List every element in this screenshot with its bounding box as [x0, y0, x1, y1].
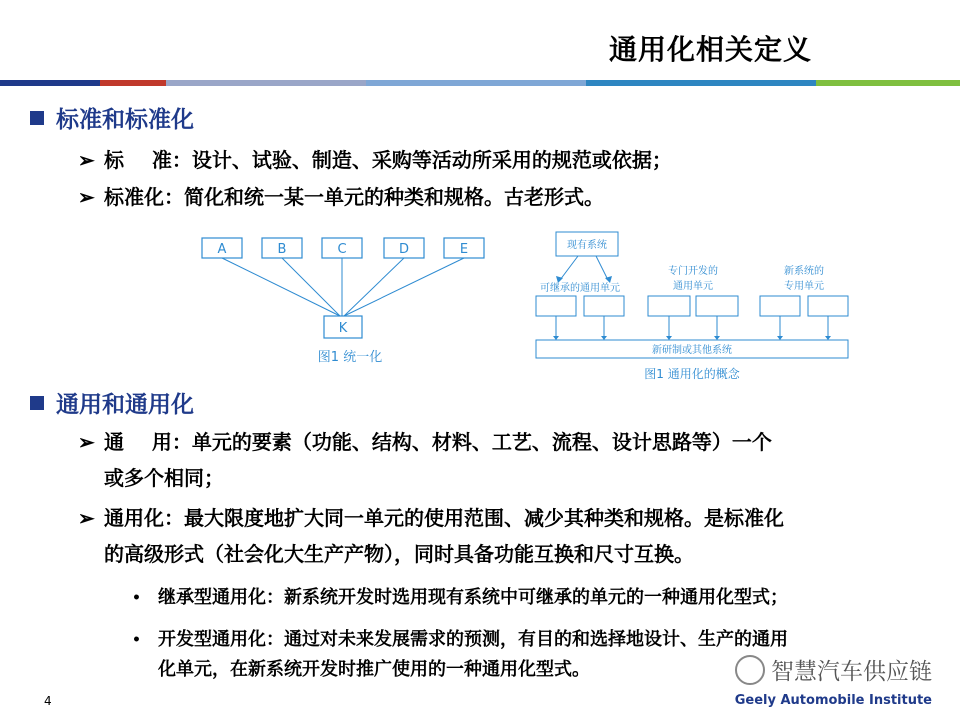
- bullet-general: [78, 424, 772, 460]
- inherit-unit-label: 可继承的通用单元: [540, 283, 620, 294]
- header-stripe-2: [100, 80, 166, 86]
- wechat-logo-icon: [735, 655, 765, 685]
- sub-bullet-inherit: [132, 582, 788, 614]
- arrow-icon: [553, 336, 559, 340]
- dev-unit-label-2: 通用单元: [673, 281, 713, 292]
- unit-label-b: B: [277, 242, 287, 257]
- figure-caption-generalization: 图1 通用化的概念: [644, 367, 740, 381]
- dot-bullet-icon: •: [132, 632, 141, 648]
- bullet-text: 标 准：设计、试验、制造、采购等活动所采用的规范或依据；: [104, 148, 672, 172]
- bullet-generalization: [78, 500, 784, 536]
- arrow-icon: [601, 336, 607, 340]
- new-unit-box-2: [808, 296, 848, 316]
- header-stripe-6: [816, 80, 960, 86]
- arrow-bullet-icon: ➢: [78, 506, 95, 530]
- section-heading-text: 通用和通用化: [56, 392, 194, 418]
- company-footer: Geely Automobile Institute: [734, 693, 932, 708]
- arrow-bullet-icon: ➢: [78, 430, 95, 454]
- header-stripe-3: [166, 80, 366, 86]
- generalization-concept-diagram: [530, 228, 860, 386]
- slide-title: 通用化相关定义: [608, 33, 812, 66]
- arrow-bullet-icon: ➢: [78, 148, 95, 172]
- sub-bullet-text-continued: 化单元，在新系统开发时推广使用的一种通用化型式。: [158, 659, 590, 680]
- sub-bullet-text: 开发型通用化：通过对未来发展需求的预测，有目的和选择地设计、生产的通用: [158, 629, 788, 650]
- new-unit-box-1: [760, 296, 800, 316]
- dev-unit-box-1: [648, 296, 690, 316]
- unit-label-c: C: [337, 242, 347, 257]
- section-heading-text: 标准和标准化: [56, 107, 194, 133]
- bullet-text: 标准化：简化和统一某一单元的种类和规格。古老形式。: [104, 185, 604, 209]
- arrow-icon: [666, 336, 672, 340]
- dev-unit-box-2: [696, 296, 738, 316]
- page-number: 4: [44, 694, 52, 708]
- section-heading-general: [30, 386, 194, 419]
- sub-bullet-text: 继承型通用化：新系统开发时选用现有系统中可继承的单元的一种通用化型式；: [158, 587, 788, 608]
- inherit-unit-box-2: [584, 296, 624, 316]
- bullet-text: 通用化：最大限度地扩大同一单元的使用范围、减少其种类和规格。是标准化: [104, 506, 784, 530]
- unification-diagram: [190, 228, 500, 373]
- unit-label-d: D: [398, 242, 410, 257]
- header-stripe-1: [0, 80, 100, 86]
- inherit-unit-box-1: [536, 296, 576, 316]
- unit-label-e: E: [459, 242, 469, 257]
- unit-label-a: A: [217, 242, 227, 257]
- square-bullet-icon: [30, 396, 44, 410]
- watermark-text: 智慧汽车供应链: [771, 659, 932, 685]
- bullet-text-continued: 或多个相同；: [104, 466, 224, 490]
- watermark: [735, 653, 932, 686]
- arrow-bullet-icon: ➢: [78, 185, 95, 209]
- existing-system-label: 现有系统: [567, 240, 607, 251]
- new-unit-label-2: 专用单元: [784, 281, 824, 292]
- header-stripe-5: [586, 80, 816, 86]
- square-bullet-icon: [30, 111, 44, 125]
- section-heading-standard: [30, 101, 194, 134]
- arrow-icon: [825, 336, 831, 340]
- new-system-label: 新研制或其他系统: [652, 345, 732, 356]
- arrow-icon: [777, 336, 783, 340]
- unit-label-k: K: [338, 321, 348, 336]
- bullet-standardization: [78, 179, 604, 215]
- bullet-text: 通 用：单元的要素（功能、结构、材料、工艺、流程、设计思路等）一个: [104, 430, 772, 454]
- sub-bullet-develop: [132, 624, 788, 656]
- header-stripe-4: [366, 80, 586, 86]
- bullet-standard: [78, 142, 672, 178]
- dot-bullet-icon: •: [132, 590, 141, 606]
- dev-unit-label-1: 专门开发的: [668, 266, 718, 277]
- figure-caption-unification: 图1 统一化: [317, 350, 383, 365]
- new-unit-label-1: 新系统的: [784, 266, 824, 277]
- arrow-icon: [714, 336, 720, 340]
- bullet-text-continued: 的高级形式（社会化大生产产物），同时具备功能互换和尺寸互换。: [104, 542, 694, 566]
